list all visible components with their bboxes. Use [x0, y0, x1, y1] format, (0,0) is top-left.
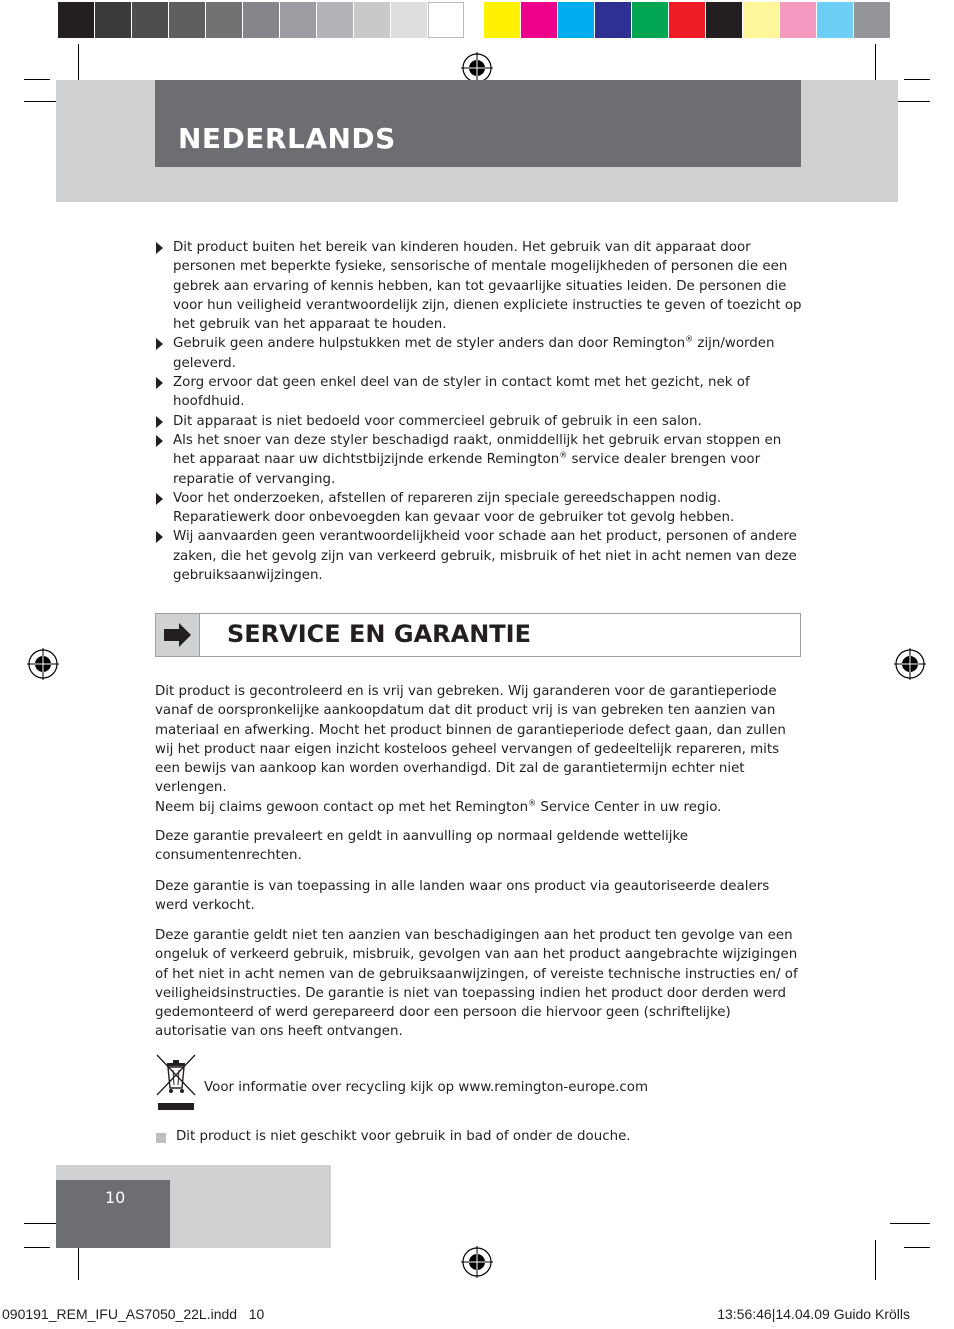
registered-mark: ® — [559, 450, 568, 460]
crop-mark — [904, 1247, 930, 1248]
color-swatch — [132, 2, 168, 38]
registered-mark: ® — [685, 335, 694, 345]
registration-mark-icon — [894, 648, 926, 680]
list-item: Dit apparaat is niet bedoeld voor commercieel gebruik of gebruik in een salon. — [155, 412, 805, 431]
color-swatch — [706, 2, 742, 38]
color-swatch — [484, 2, 520, 38]
gray-color-bar — [58, 2, 465, 38]
color-swatch — [780, 2, 816, 38]
note-text: Dit product is niet geschikt voor gebruik in bad of onder de douche. — [176, 1129, 631, 1144]
page-title: NEDERLANDS — [178, 122, 396, 155]
color-swatch — [632, 2, 668, 38]
color-swatch — [521, 2, 557, 38]
bullet-triangle-icon — [156, 435, 163, 447]
crop-mark — [24, 79, 50, 80]
color-swatch — [817, 2, 853, 38]
color-swatch — [595, 2, 631, 38]
process-color-bar — [484, 2, 891, 38]
color-swatch — [391, 2, 427, 38]
bullet-triangle-icon — [156, 338, 163, 350]
warranty-paragraph: Deze garantie geldt niet ten aanzien van beschadigingen aan het product ten gevolge van een ongeluk of verkeerd gebruik, misbruik, gevolgen van aan het product aangebrachte wijzigingen of het niet in acht nemen van de gebruiksaanwijzingen, of vereiste technische instructies en/ of veiligheidsinstructies. De garantie is niet van toepassing indien het product door derden werd gedemonteerd of werd gerepareerd door een persoon die hiervoor geen (schriftelijke) autorisatie van ons heeft ontvangen. — [155, 928, 798, 1040]
crop-mark — [24, 1247, 50, 1248]
color-swatch — [854, 2, 890, 38]
section-title: SERVICE EN GARANTIE — [227, 620, 531, 648]
list-item: Gebruik geen andere hulpstukken met de styler anders dan door Remington® zijn/worden geleverd. — [155, 334, 805, 373]
list-item: Zorg ervoor dat geen enkel deel van de styler in contact komt met het gezicht, nek of hoofdhuid. — [155, 373, 805, 412]
note-square-icon — [156, 1133, 166, 1143]
list-item: Als het snoer van deze styler beschadigd raakt, onmiddellijk het gebruik ervan stoppen en het apparaat naar uw dichtstbijzijnde erkende Remington® service dealer brengen voor reparatie of vervanging. — [155, 431, 805, 489]
color-swatch — [58, 2, 94, 38]
safety-bullet-list — [155, 238, 805, 585]
color-swatch — [206, 2, 242, 38]
registered-mark: ® — [528, 798, 537, 808]
crop-mark — [875, 1240, 876, 1280]
bullet-triangle-icon — [156, 531, 163, 543]
list-item: Wij aanvaarden geen verantwoordelijkheid voor schade aan het product, personen of andere zaken, die het gevolg zijn van verkeerd gebruik, misbruik of het niet in acht nemen van deze gebruiksaanwijzingen. — [155, 527, 805, 585]
recycling-text: Voor informatie over recycling kijk op www.remington-europe.com — [204, 1080, 648, 1095]
bullet-triangle-icon — [156, 493, 163, 505]
color-swatch — [169, 2, 205, 38]
page-number: 10 — [105, 1188, 126, 1207]
color-swatch — [317, 2, 353, 38]
color-swatch — [669, 2, 705, 38]
crop-mark — [904, 79, 930, 80]
registration-mark-icon — [461, 1246, 493, 1278]
slug-filename: 090191_REM_IFU_AS7050_22L.indd 10 — [2, 1306, 265, 1322]
bullet-triangle-icon — [156, 377, 163, 389]
warranty-paragraph: Deze garantie prevaleert en geldt in aanvulling op normaal geldende wettelijke consumentenrechten. — [155, 829, 688, 864]
color-swatch — [428, 2, 464, 38]
crossed-bin-icon — [155, 1053, 197, 1113]
color-swatch — [558, 2, 594, 38]
color-swatch — [280, 2, 316, 38]
color-swatch — [243, 2, 279, 38]
arrow-right-icon — [155, 613, 200, 657]
bullet-triangle-icon — [156, 416, 163, 428]
list-item: Voor het onderzoeken, afstellen of repareren zijn speciale gereedschappen nodig. Reparatiewerk door onbevoegden kan gevaar voor de gebruiker tot gevolg hebben. — [155, 489, 805, 528]
crop-mark — [890, 1223, 930, 1224]
color-swatch — [95, 2, 131, 38]
warranty-paragraph: Deze garantie is van toepassing in alle landen waar ons product via geautoriseerde dealers werd verkocht. — [155, 879, 770, 914]
warranty-paragraph: Dit product is gecontroleerd en is vrij van gebreken. Wij garanderen voor de garantieperiode vanaf de oorspronkelijke aankoopdatum dat dit product vrij is van gebreken ten aanzien van materiaal en afwerking. Mocht het product binnen de garantieperiode defect gaan, dan zullen wij het product naar eigen inzicht kosteloos geheel vervangen of gedeeltelijk repareren, mits een bewijs van aankoop kan worden overhandigd. Dit zal de garantietermijn echter niet verlengen. Neem bij claims gewoon contact op met het Remington® Service Center in uw regio. — [155, 684, 786, 815]
slug-timestamp: 13:56:46|14.04.09 Guido Krölls — [717, 1306, 910, 1322]
color-swatch — [354, 2, 390, 38]
list-item: Dit product buiten het bereik van kinderen houden. Het gebruik van dit apparaat door personen met beperkte fysieke, sensorische of mentale mogelijkheden of personen die een gebrek aan ervaring of kennis hebben, kan tot gevaarlijke situaties leiden. De personen die voor hun veiligheid verantwoordelijk zijn, dienen expliciete instructies te geven of toezicht op het gebruik van het apparaat te houden. — [155, 238, 805, 334]
registration-mark-icon — [27, 648, 59, 680]
section-arrow-box — [155, 613, 200, 657]
color-swatch — [743, 2, 779, 38]
bullet-triangle-icon — [156, 242, 163, 254]
